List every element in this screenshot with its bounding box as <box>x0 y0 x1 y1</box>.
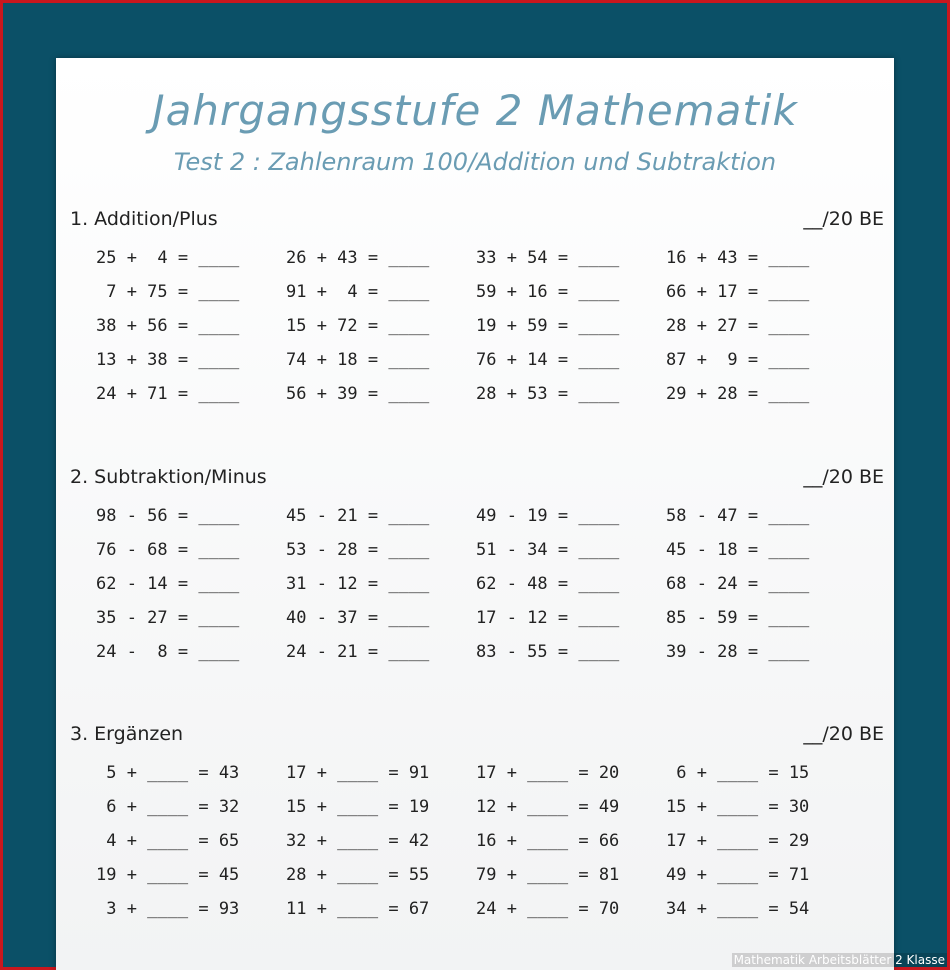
math-task: 49 - 19 = ____ <box>476 506 620 526</box>
math-task: 45 - 21 = ____ <box>286 506 430 526</box>
math-task: 33 + 54 = ____ <box>476 248 620 268</box>
math-task: 17 + ____ = 29 <box>666 831 810 851</box>
task-grid <box>96 246 856 406</box>
math-task: 17 - 12 = ____ <box>476 608 620 628</box>
math-task: 24 - 21 = ____ <box>286 642 430 662</box>
math-task: 19 + ____ = 45 <box>96 865 240 885</box>
math-task: 56 + 39 = ____ <box>286 384 430 404</box>
math-task: 49 + ____ = 71 <box>666 865 810 885</box>
watermark: Mathematik Arbeitsblätter 2 Klasse <box>733 953 945 967</box>
math-task: 3 + ____ = 93 <box>96 899 240 919</box>
math-task: 7 + 75 = ____ <box>96 282 240 302</box>
worksheet <box>56 58 894 970</box>
math-task: 15 + ____ = 30 <box>666 797 810 817</box>
page-subtitle: Test 2 : Zahlenraum 100/Addition und Subtraktion <box>173 148 777 176</box>
math-task: 11 + ____ = 67 <box>286 899 430 919</box>
math-task: 74 + 18 = ____ <box>286 350 430 370</box>
math-task: 28 + 27 = ____ <box>666 316 810 336</box>
math-task: 28 + ____ = 55 <box>286 865 430 885</box>
section-header <box>70 723 884 749</box>
math-task: 26 + 43 = ____ <box>286 248 430 268</box>
task-grid <box>96 504 856 664</box>
math-task: 31 - 12 = ____ <box>286 574 430 594</box>
section-label: 1. Addition/Plus <box>70 208 218 230</box>
math-task: 15 + ____ = 19 <box>286 797 430 817</box>
page-title: Jahrgangsstufe 2 Mathematik <box>152 86 798 135</box>
math-task: 45 - 18 = ____ <box>666 540 810 560</box>
math-task: 76 - 68 = ____ <box>96 540 240 560</box>
math-task: 62 - 48 = ____ <box>476 574 620 594</box>
math-task: 76 + 14 = ____ <box>476 350 620 370</box>
math-task: 6 + ____ = 15 <box>666 763 810 783</box>
section-header <box>70 466 884 492</box>
math-task: 16 + 43 = ____ <box>666 248 810 268</box>
math-task: 17 + ____ = 91 <box>286 763 430 783</box>
math-task: 40 - 37 = ____ <box>286 608 430 628</box>
math-task: 32 + ____ = 42 <box>286 831 430 851</box>
math-task: 13 + 38 = ____ <box>96 350 240 370</box>
math-task: 34 + ____ = 54 <box>666 899 810 919</box>
math-task: 87 + 9 = ____ <box>666 350 810 370</box>
math-task: 29 + 28 = ____ <box>666 384 810 404</box>
section-label: 2. Subtraktion/Minus <box>70 466 267 488</box>
math-task: 12 + ____ = 49 <box>476 797 620 817</box>
math-task: 19 + 59 = ____ <box>476 316 620 336</box>
section-score: __/20 BE <box>803 466 884 488</box>
math-task: 79 + ____ = 81 <box>476 865 620 885</box>
math-task: 62 - 14 = ____ <box>96 574 240 594</box>
math-task: 24 + 71 = ____ <box>96 384 240 404</box>
math-task: 24 + ____ = 70 <box>476 899 620 919</box>
math-task: 15 + 72 = ____ <box>286 316 430 336</box>
math-task: 39 - 28 = ____ <box>666 642 810 662</box>
math-task: 28 + 53 = ____ <box>476 384 620 404</box>
math-task: 66 + 17 = ____ <box>666 282 810 302</box>
math-task: 5 + ____ = 43 <box>96 763 240 783</box>
math-task: 17 + ____ = 20 <box>476 763 620 783</box>
task-grid <box>96 761 856 921</box>
section-label: 3. Ergänzen <box>70 723 184 745</box>
math-task: 98 - 56 = ____ <box>96 506 240 526</box>
section-header <box>70 208 884 234</box>
math-task: 51 - 34 = ____ <box>476 540 620 560</box>
math-task: 91 + 4 = ____ <box>286 282 430 302</box>
math-task: 53 - 28 = ____ <box>286 540 430 560</box>
math-task: 85 - 59 = ____ <box>666 608 810 628</box>
math-task: 83 - 55 = ____ <box>476 642 620 662</box>
math-task: 38 + 56 = ____ <box>96 316 240 336</box>
math-task: 59 + 16 = ____ <box>476 282 620 302</box>
math-task: 16 + ____ = 66 <box>476 831 620 851</box>
math-task: 58 - 47 = ____ <box>666 506 810 526</box>
section-score: __/20 BE <box>803 723 884 745</box>
math-task: 35 - 27 = ____ <box>96 608 240 628</box>
math-task: 25 + 4 = ____ <box>96 248 240 268</box>
math-task: 4 + ____ = 65 <box>96 831 240 851</box>
math-task: 6 + ____ = 32 <box>96 797 240 817</box>
section-score: __/20 BE <box>803 208 884 230</box>
math-task: 68 - 24 = ____ <box>666 574 810 594</box>
math-task: 24 - 8 = ____ <box>96 642 240 662</box>
